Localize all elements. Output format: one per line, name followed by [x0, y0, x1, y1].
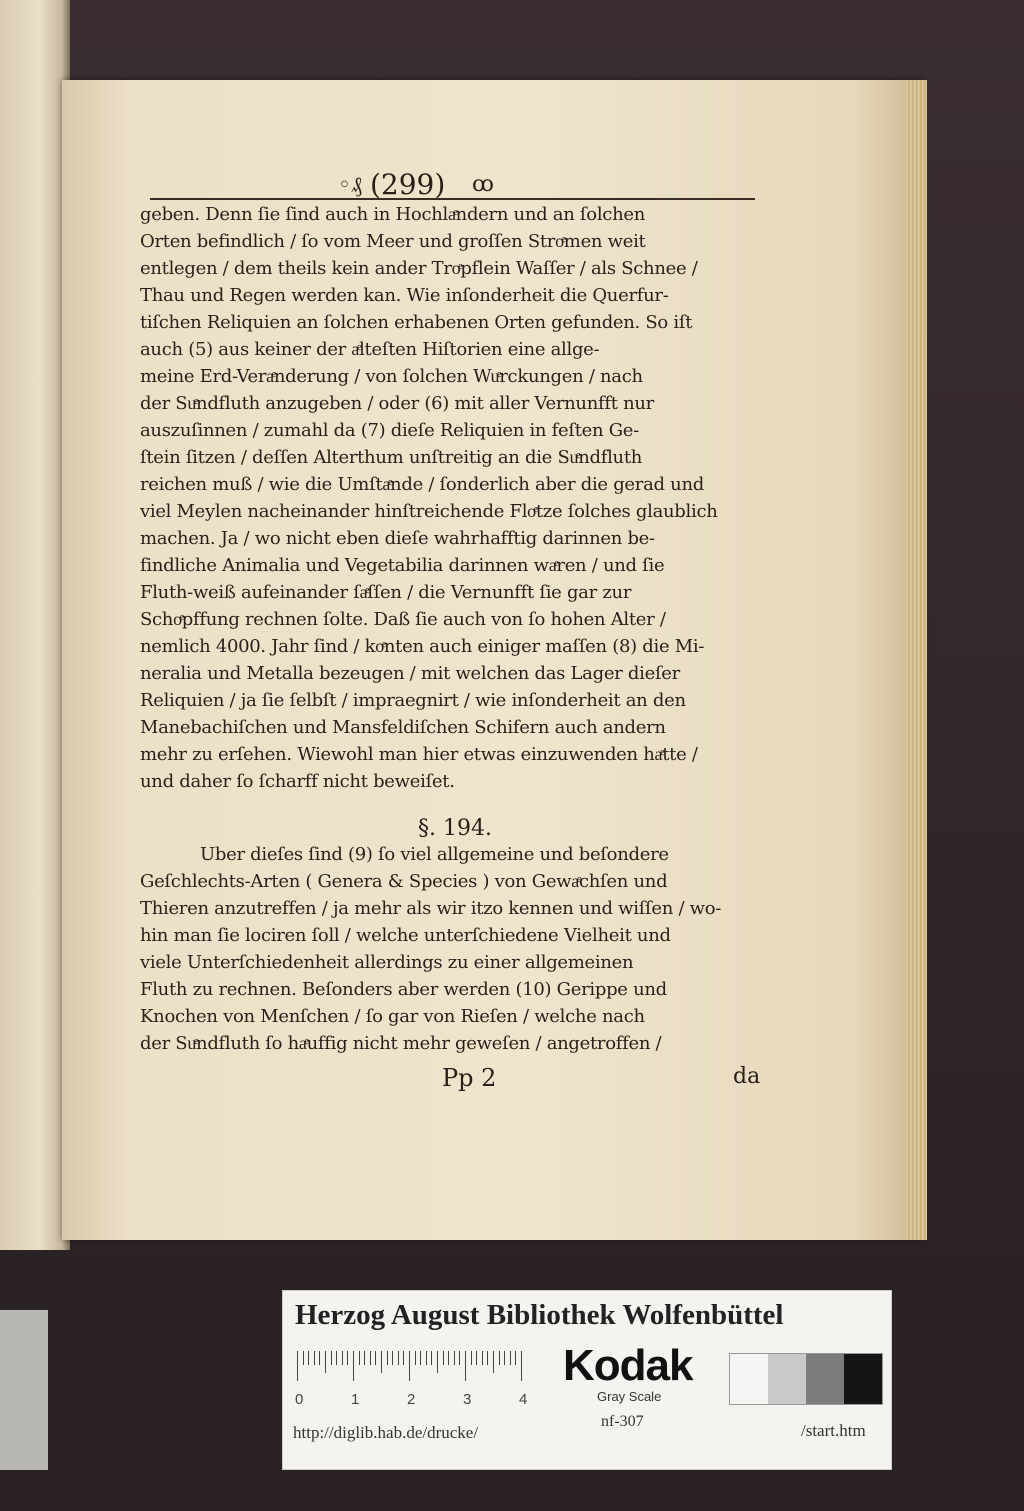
text-line: findliche Animalia und Vegetabilia darinnen waͤren / und ſie: [140, 555, 665, 576]
text-line: Thau und Regen werden kan. Wie inſonderheit die Querfur-: [140, 285, 669, 306]
text-line: mehr zu erſehen. Wiewohl man hier etwas einzuwenden haͤtte /: [140, 744, 698, 765]
gray-swatch: [768, 1354, 806, 1404]
gray-scale-swatches: [729, 1353, 883, 1405]
ruler-number: 4: [519, 1391, 528, 1408]
library-title: Herzog August Bibliothek Wolfenbüttel: [295, 1299, 784, 1331]
header-ornament-right: ꝏ: [472, 172, 494, 197]
card-url: http://diglib.hab.de/drucke/: [293, 1423, 479, 1442]
header-rule: [150, 198, 755, 200]
text-line: ſtein ſitzen / deſſen Alterthum unſtreitig an die Suͤndfluth: [140, 447, 643, 468]
text-line: reichen muß / wie die Umſtaͤnde / ſonderlich aber die gerad und: [140, 474, 704, 495]
text-line: nemlich 4000. Jahr ſind / koͤnten auch einiger maſſen (8) die Mi-: [140, 636, 705, 657]
text-line: Fluth zu rechnen. Beſonders aber werden (10) Gerippe und: [140, 979, 667, 1000]
signature-mark: Pp 2: [442, 1064, 497, 1092]
text-line: meine Erd-Veraͤnderung / von ſolchen Wuͤrckungen / nach: [140, 366, 643, 387]
text-line: Reliquien / ja ſie ſelbſt / impraegnirt / wie inſonderheit an den: [140, 690, 686, 711]
text-line: und daher ſo ſcharff nicht beweiſet.: [140, 771, 455, 792]
text-line: entlegen / dem theils kein ander Troͤpflein Waſſer / als Schnee /: [140, 258, 698, 279]
text-line: hin man ſie lociren ſoll / welche unterſchiedene Vielheit und: [140, 925, 671, 946]
section-heading: §. 194.: [418, 816, 492, 841]
ruler-number: 2: [407, 1391, 416, 1408]
paper-scrap: [0, 1310, 48, 1470]
gray-swatch: [844, 1354, 882, 1404]
gray-scale-label: Gray Scale: [597, 1389, 662, 1404]
text-line: auch (5) aus keiner der aͤlteſten Hiſtorien eine allge-: [140, 339, 600, 360]
text-line: viele Unterſchiedenheit allerdings zu einer allgemeinen: [140, 952, 634, 973]
ruler-number: 0: [295, 1391, 304, 1408]
page-number: (299): [370, 168, 446, 201]
ruler-number: 3: [463, 1391, 472, 1408]
card-start: /start.htm: [801, 1421, 866, 1440]
header-ornament-left: ◦₰: [338, 173, 362, 198]
page-stack-edge: [905, 80, 927, 1240]
ruler-scale: [295, 1351, 528, 1408]
ruler-number: 1: [351, 1391, 360, 1408]
card-id: nf-307: [601, 1413, 644, 1430]
text-line: Thieren anzutreffen / ja mehr als wir itzo kennen und wiſſen / wo-: [140, 898, 722, 919]
facing-page-edge: [0, 0, 70, 1250]
text-line: der Suͤndfluth ſo haͤuffig nicht mehr geweſen / angetroffen /: [140, 1033, 662, 1054]
text-line: viel Meylen nacheinander hinſtreichende Floͤtze ſolches glaublich: [140, 501, 718, 522]
text-line: Uber dieſes ſind (9) ſo viel allgemeine und beſondere: [200, 844, 669, 865]
catchword: da: [733, 1064, 761, 1089]
text-line: Manebachiſchen und Mansfeldiſchen Schifern auch andern: [140, 717, 666, 738]
ruler-numbers: [297, 1391, 537, 1411]
gray-swatch: [806, 1354, 844, 1404]
text-line: geben. Denn ſie ſind auch in Hochlaͤndern und an ſolchen: [140, 204, 646, 225]
text-line: neralia und Metalla bezeugen / mit welchen das Lager dieſer: [140, 663, 680, 684]
gray-swatch: [730, 1354, 768, 1404]
text-line: Schoͤpffung rechnen ſolte. Daß ſie auch von ſo hohen Alter /: [140, 609, 666, 630]
text-line: der Suͤndfluth anzugeben / oder (6) mit aller Vernunfft nur: [140, 393, 654, 414]
text-line: Geſchlechts-Arten ( Genera & Species ) von Gewaͤchſen und: [140, 871, 668, 892]
text-line: Knochen von Menſchen / ſo gar von Rieſen / welche nach: [140, 1006, 645, 1027]
text-line: auszuſinnen / zumahl da (7) dieſe Reliquien in feſten Ge-: [140, 420, 639, 441]
kodak-logo: Kodak: [563, 1341, 693, 1390]
text-line: machen. Ja / wo nicht eben dieſe wahrhafftig darinnen be-: [140, 528, 655, 549]
text-line: Fluth-weiß aufeinander ſaͤſſen / die Vernunfft ſie gar zur: [140, 582, 632, 603]
text-line: tiſchen Reliquien an ſolchen erhabenen Orten gefunden. So iſt: [140, 312, 693, 333]
text-line: Orten befindlich / ſo vom Meer und groſſen Stroͤmen weit: [140, 231, 646, 252]
calibration-card: [282, 1290, 892, 1470]
